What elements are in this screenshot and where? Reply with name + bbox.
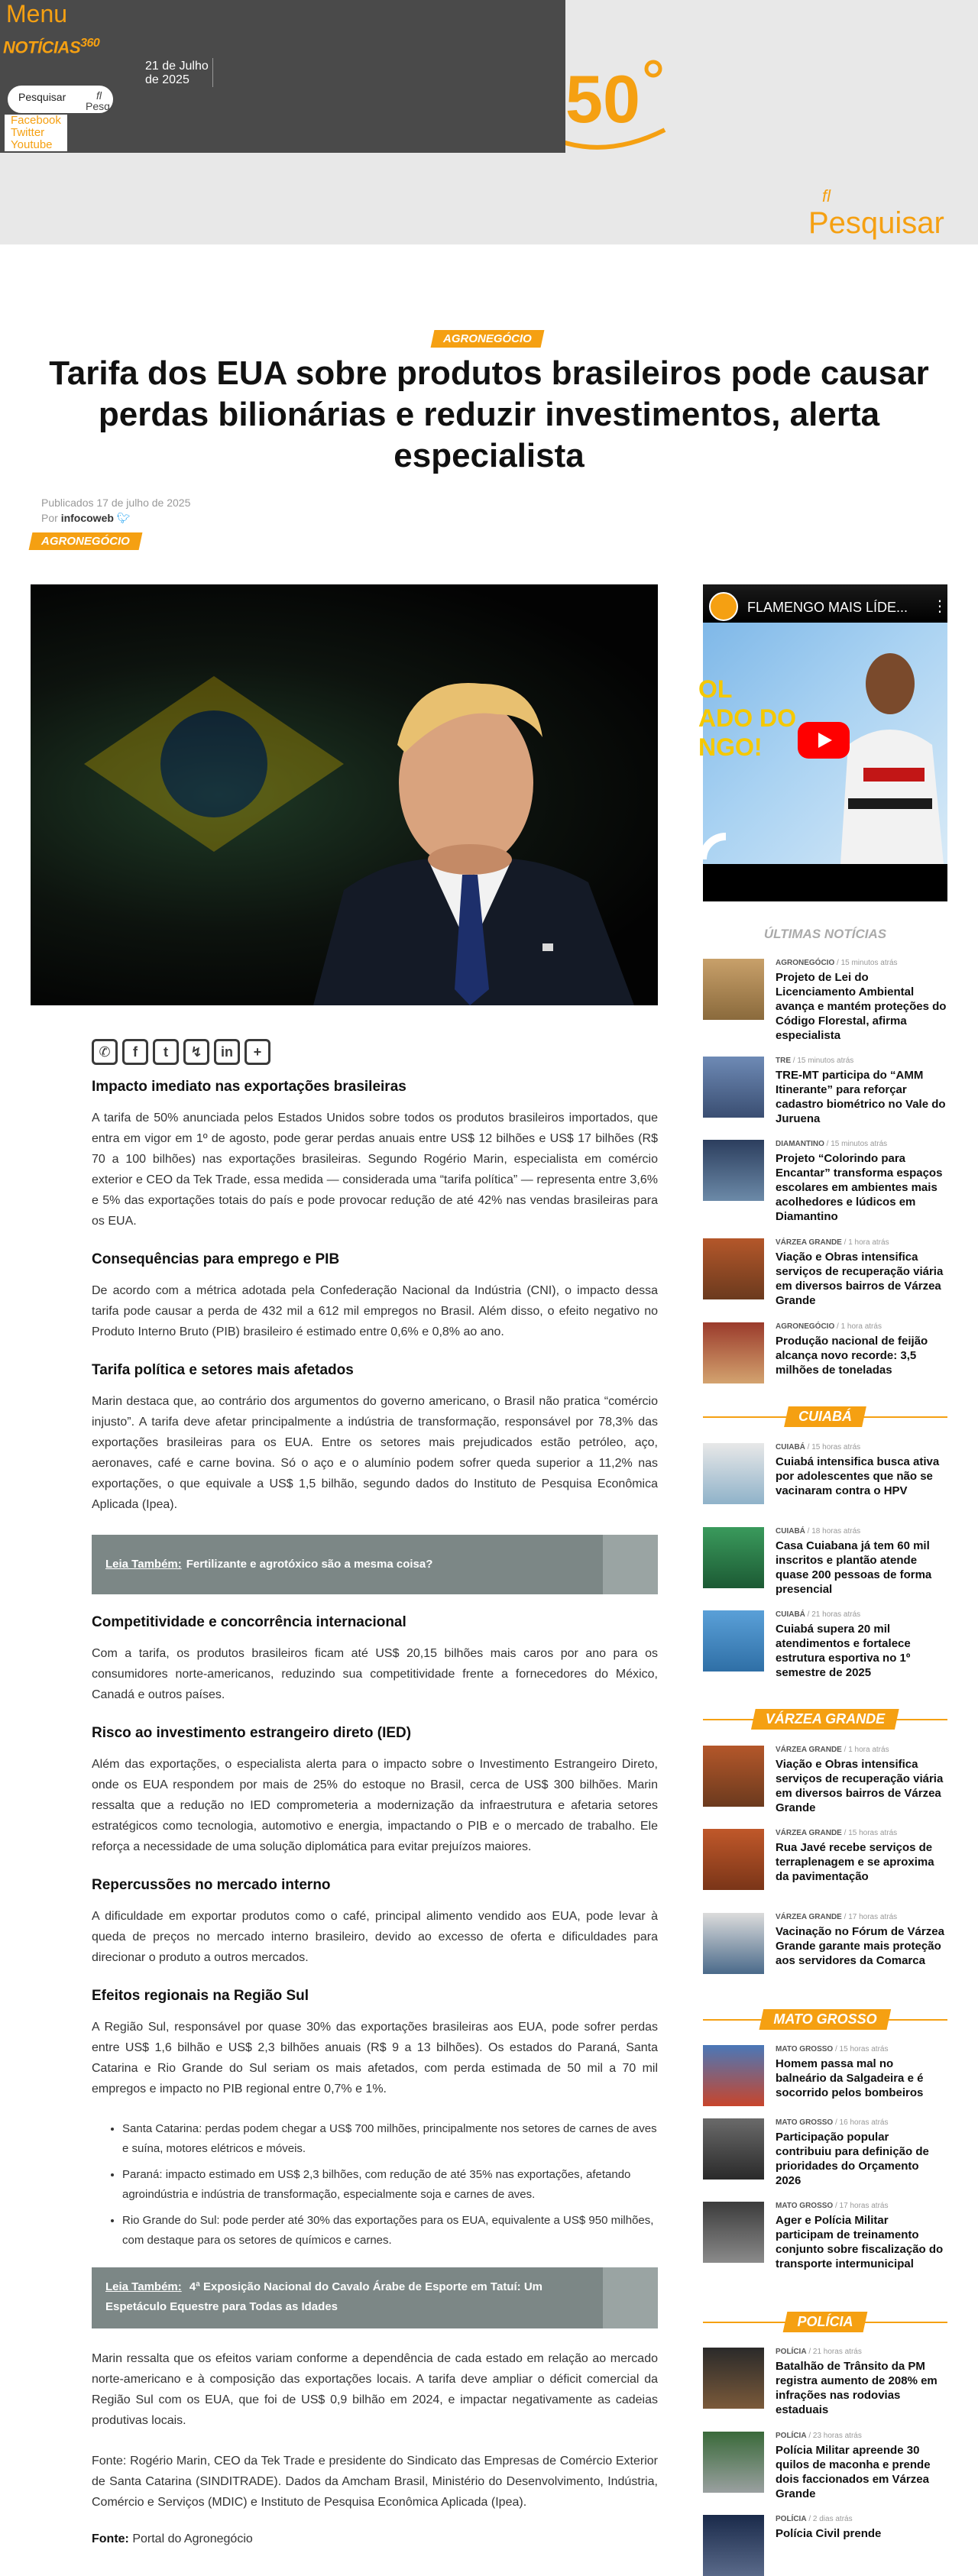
news-category[interactable]: MATO GROSSO — [776, 2202, 834, 2210]
news-category[interactable]: VÁRZEA GRANDE — [776, 1746, 842, 1754]
news-meta: VÁRZEA GRANDE / 15 horas atrás — [776, 1829, 898, 1837]
news-meta: DIAMANTINO / 15 minutos atrás — [776, 1140, 888, 1148]
news-thumbnail[interactable] — [703, 1443, 764, 1504]
news-time: 15 horas atrás — [839, 2045, 889, 2053]
youtube-link[interactable]: Youtube — [8, 139, 56, 151]
news-meta: POLÍCIA / 21 horas atrás — [776, 2348, 862, 2356]
linkedin-icon[interactable]: in — [214, 1039, 240, 1065]
related-title: Fertilizante e agrotóxico são a mesma coisa? — [186, 1558, 433, 1571]
news-meta: POLÍCIA / 23 horas atrás — [776, 2432, 862, 2440]
news-time: 2 dias atrás — [812, 2515, 853, 2523]
news-thumbnail[interactable] — [703, 2432, 764, 2493]
news-meta: MATO GROSSO / 17 horas atrás — [776, 2202, 889, 2210]
news-title[interactable]: Participação popular contribuiu para definição de prioridades do Orçamento 2026 — [776, 2131, 929, 2187]
news-thumbnail[interactable] — [703, 2515, 764, 2576]
more-options-icon[interactable]: ⋮ — [932, 598, 947, 615]
related-article-link[interactable] — [105, 2267, 589, 2327]
share-buttons — [92, 1039, 270, 1065]
news-category[interactable]: VÁRZEA GRANDE — [776, 1829, 842, 1837]
news-time: 17 horas atrás — [839, 2202, 889, 2210]
news-category[interactable]: DIAMANTINO — [776, 1140, 824, 1148]
overlay-line: NGO! — [698, 733, 763, 761]
author-prefix: Por — [41, 512, 58, 524]
section-header-mato-grosso — [703, 2009, 947, 2032]
news-meta: VÁRZEA GRANDE / 1 hora atrás — [776, 1238, 889, 1247]
news-title[interactable]: Ager e Polícia Militar participam de treinamento conjunto sobre fiscalização do transporte intermunicipal — [776, 2214, 944, 2270]
news-meta: MATO GROSSO / 15 horas atrás — [776, 2045, 889, 2053]
news-thumbnail[interactable] — [703, 1829, 764, 1890]
related-prefix: Leia Também: — [105, 2280, 182, 2293]
news-thumbnail[interactable] — [703, 1913, 764, 1974]
news-title[interactable]: TRE-MT participa do “AMM Itinerante” para reforçar cadastro biométrico no Vale do Juruena — [776, 1069, 946, 1125]
news-time: 21 horas atrás — [811, 1610, 861, 1619]
news-title[interactable]: Casa Cuiabana já tem 60 mil inscritos e plantão atende quase 200 pessoas de forma presencial — [776, 1539, 932, 1596]
news-time: 18 horas atrás — [811, 1527, 861, 1536]
video-embed[interactable] — [698, 584, 947, 901]
news-time: 15 horas atrás — [811, 1443, 861, 1451]
paragraph: Marin ressalta que os efeitos variam conforme a dependência de cada estado em relação ao mercado norte-americano e à composição das exportações locais. A tarifa deve ampliar o déficit comercial da Região Sul com os EUA, que foi de US$ 0,9 bilhão em 2024, e impactar negativamente as cadeias produtivas locais. — [92, 2352, 658, 2427]
article-title: Tarifa dos EUA sobre produtos brasileiros pode causar perdas bilionárias e reduzir investimentos, alerta especialista — [49, 354, 929, 474]
list-item: • Rio Grande do Sul: pode perder até 30% das exportações para os EUA, equivalente a US$ 950 milhões, com destaque para os setores de químicos e carnes. — [122, 2211, 658, 2251]
section-label: POLÍCIA — [797, 2314, 853, 2329]
paragraph: Fonte: Rogério Marin, CEO da Tek Trade e presidente do Sindicato das Empresas de Comércio Exterior de Santa Catarina (SINDITRADE). Dados da Amcham Brasil, Ministério do Desenvolvimento, Indústria, Comércio e Serviços (MDIC) e Instituto de Pesquisa Econômica Aplicada (Ipea). — [92, 2455, 658, 2509]
facebook-link[interactable]: Facebook — [8, 115, 64, 127]
header-date — [145, 60, 209, 87]
menu-panel — [0, 0, 565, 153]
category-label: AGRONEGÓCIO — [41, 535, 130, 548]
news-title[interactable]: Produção nacional de feijão alcança novo recorde: 3,5 milhões de toneladas — [776, 1335, 928, 1377]
related-title: 4ª Exposição Nacional do Cavalo Árabe de Esporte em Tatuí: Um Espetáculo Equestre para Todas as Idades — [105, 2280, 542, 2313]
category-label: AGRONEGÓCIO — [443, 332, 532, 345]
play-icon[interactable] — [798, 722, 850, 759]
news-meta: AGRONEGÓCIO / 1 hora atrás — [776, 1322, 882, 1331]
whatsapp-icon[interactable]: ✆ — [92, 1039, 118, 1065]
list-item: • Paraná: impacto estimado em US$ 2,3 bilhões, com redução de até 35% nas exportações, afetando agroindústria e indústria de transformação, especialmente soja e carnes de aves. — [122, 2165, 658, 2205]
news-thumbnail[interactable] — [703, 1238, 764, 1299]
section-heading: Competitividade e concorrência internacional — [92, 1614, 406, 1630]
related-arrow-area[interactable] — [603, 2267, 658, 2328]
related-arrow-area[interactable] — [603, 1535, 658, 1594]
news-meta: CUIABÁ / 18 horas atrás — [776, 1527, 861, 1536]
news-category[interactable]: CUIABÁ — [776, 1527, 805, 1536]
news-title[interactable]: Rua Javé recebe serviços de terraplenagem e se aproxima da pavimentação — [776, 1841, 934, 1883]
news-category[interactable]: MATO GROSSO — [776, 2118, 834, 2127]
news-time: 17 horas atrás — [848, 1913, 898, 1921]
facebook-icon[interactable]: f — [122, 1039, 148, 1065]
source-label: Fonte: — [92, 2532, 129, 2545]
overlay-line: OL — [698, 675, 733, 703]
news-time: 16 horas atrás — [839, 2118, 889, 2127]
date-line-1: 21 de Julho — [145, 60, 209, 73]
news-time: 15 minutos atrás — [797, 1057, 854, 1065]
news-title[interactable]: Vacinação no Fórum de Várzea Grande garante mais proteção aos servidores da Comarca — [776, 1925, 944, 1967]
date-line-2: de 2025 — [145, 73, 189, 86]
news-title[interactable]: Projeto “Colorindo para Encantar” transforma espaços escolares em ambientes mais acolhedores e lúdicos em Diamantino — [776, 1152, 943, 1223]
section-label: MATO GROSSO — [773, 2011, 877, 2027]
news-meta: MATO GROSSO / 16 horas atrás — [776, 2118, 889, 2127]
related-article-box[interactable] — [92, 1535, 658, 1594]
news-meta: VÁRZEA GRANDE / 1 hora atrás — [776, 1746, 889, 1754]
twitter-link[interactable]: Twitter — [8, 127, 47, 139]
category-badge[interactable] — [431, 330, 545, 348]
news-thumbnail[interactable] — [703, 1322, 764, 1383]
paragraph: Além das exportações, o especialista alerta para o impacto sobre o Investimento Estrangeiro Direto, onde os EUA respondem por mais de 25% do estoque no Brasil, cerca de US$ 300 bilhões. Marin ressalta que a redução no IED comprometeria a modernização da infraestrutura e afetaria setores estratégicos como tecnologia, automotivo e energia, impactando o PIB e o mercado de trabalho. Ele reforça a necessidade de uma solução diplomática para evitar prejuízos maiores. — [92, 1758, 658, 1853]
section-badge[interactable] — [751, 1709, 899, 1730]
channel-avatar[interactable] — [709, 592, 738, 621]
search-icon[interactable]: fl — [822, 186, 831, 205]
section-heading: Repercussões no mercado interno — [92, 1877, 331, 1893]
related-article-link[interactable] — [105, 1535, 589, 1594]
search-icon[interactable]: fl — [96, 89, 102, 102]
news-title[interactable]: Homem passa mal no balneário da Salgadeira e é socorrido pelos bombeiros — [776, 2057, 924, 2099]
news-category[interactable]: CUIABÁ — [776, 1610, 805, 1619]
news-time: 21 horas atrás — [812, 2348, 862, 2356]
news-thumbnail[interactable] — [703, 1527, 764, 1588]
news-thumbnail[interactable] — [703, 1746, 764, 1807]
news-thumbnail[interactable] — [703, 959, 764, 1020]
news-meta: POLÍCIA / 2 dias atrás — [776, 2515, 853, 2523]
overlay-line: ADO DO — [698, 704, 796, 732]
news-time: 1 hora atrás — [848, 1238, 889, 1247]
news-thumbnail[interactable] — [703, 2202, 764, 2263]
video-title[interactable]: FLAMENGO MAIS LÍDE... — [747, 600, 908, 615]
source-value: Portal do Agronegócio — [132, 2532, 253, 2545]
news-meta: TRE / 15 minutos atrás — [776, 1057, 854, 1065]
section-heading: Risco ao investimento estrangeiro direto (IED) — [92, 1725, 412, 1741]
paragraph: A Região Sul, responsável por quase 30% das exportações brasileiras aos EUA, pode sofrer perdas entre US$ 1,6 bilhão e US$ 2,3 bilhões anuais (R$ 9 a 13 bilhões). Os estados do Paraná, Santa Catarina e Rio Grande do Sul seriam os mais afetados, com perda estimada de 50 mil a 70 mil empregos e impacto no PIB regional entre 0,7% e 1%. — [92, 2021, 658, 2095]
paragraph: A dificuldade em exportar produtos como o café, principal alimento vendido aos EUA, pode levar à queda de preços no mercado interno brasileiro, devido ao excesso de oferta e dificuldades para direcionar o produto a outros mercados. — [92, 1910, 658, 1964]
news-time: 1 hora atrás — [848, 1746, 889, 1754]
section-label: CUIABÁ — [798, 1409, 852, 1424]
news-thumbnail[interactable] — [703, 2118, 764, 2180]
news-time: 15 minutos atrás — [831, 1140, 888, 1148]
twitter-icon[interactable]: t — [153, 1039, 179, 1065]
bullet-list — [122, 2119, 658, 2251]
video-title-bar — [703, 584, 947, 623]
list-item: • Santa Catarina: perdas podem chegar a US$ 700 milhões, principalmente nos setores de carnes de aves e suína, motores elétricos e móveis. — [122, 2119, 658, 2159]
news-meta: AGRONEGÓCIO / 15 minutos atrás — [776, 959, 898, 967]
news-title[interactable]: Cuiabá supera 20 mil atendimentos e fortalece estrutura esportiva no 1º semestre de 2025 — [776, 1623, 911, 1679]
section-header-varzea-grande — [703, 1709, 947, 1732]
latest-news-heading: ÚLTIMAS NOTÍCIAS — [763, 927, 887, 941]
related-prefix: Leia Também: — [105, 1558, 182, 1571]
news-category[interactable]: POLÍCIA — [776, 2515, 807, 2523]
section-header-cuiaba — [703, 1406, 947, 1429]
site-logo[interactable] — [3, 37, 99, 57]
news-title[interactable]: Polícia Civil prende — [776, 2527, 882, 2540]
news-thumbnail[interactable] — [703, 1140, 764, 1201]
svg-text:50: 50 — [565, 61, 640, 137]
news-category[interactable]: CUIABÁ — [776, 1443, 805, 1451]
section-heading: Efeitos regionais na Região Sul — [92, 1988, 309, 2004]
paragraph: Com a tarifa, os produtos brasileiros ficam até US$ 20,15 bilhões mais caros por ano para os consumidores norte-americanos, reduzindo sua competitividade frente a fornecedores do México, Canadá e outros países. — [92, 1647, 658, 1701]
source-line — [92, 2532, 658, 2546]
author-name[interactable]: infocoweb — [60, 512, 114, 524]
hero-image — [31, 584, 658, 1005]
news-category[interactable]: AGRONEGÓCIO — [776, 959, 835, 967]
search-input[interactable]: Pesquisar — [18, 91, 66, 103]
category-badge-secondary[interactable] — [29, 532, 143, 550]
related-article-box[interactable] — [92, 2267, 658, 2328]
twitter-icon[interactable]: 🐦︎ — [116, 512, 131, 524]
logo-number: 360 — [80, 37, 100, 50]
overlay-arc — [703, 817, 734, 863]
news-meta: CUIABÁ / 15 horas atrás — [776, 1443, 861, 1451]
news-meta: VÁRZEA GRANDE / 17 horas atrás — [776, 1913, 898, 1921]
search-toggle-label[interactable]: Pesquisar — [808, 206, 944, 240]
news-meta: CUIABÁ / 21 horas atrás — [776, 1610, 861, 1619]
section-badge[interactable] — [759, 2009, 891, 2030]
section-heading: Impacto imediato nas exportações brasileiras — [92, 1079, 406, 1095]
menu-button[interactable]: Menu — [6, 0, 68, 28]
news-thumbnail[interactable] — [703, 1610, 764, 1671]
news-category[interactable]: AGRONEGÓCIO — [776, 1322, 835, 1331]
news-category[interactable]: VÁRZEA GRANDE — [776, 1238, 842, 1247]
news-thumbnail[interactable] — [703, 2045, 764, 2106]
news-thumbnail[interactable] — [703, 2348, 764, 2409]
logo-text: NOTÍCIAS — [3, 37, 81, 57]
section-heading: Tarifa política e setores mais afetados — [92, 1362, 354, 1378]
news-time: 15 minutos atrás — [840, 959, 898, 967]
article-body — [92, 1079, 658, 2546]
search-submit-button[interactable]: Pesq — [86, 100, 110, 112]
news-title[interactable]: Viação e Obras intensifica serviços de recuperação viária em diversos bairros de Várzea Grande — [776, 1251, 944, 1307]
section-badge[interactable] — [783, 2312, 868, 2332]
news-category[interactable]: VÁRZEA GRANDE — [776, 1913, 842, 1921]
news-title[interactable]: Batalhão de Trânsito da PM registra aumento de 208% em infrações nas rodovias estaduais — [776, 2360, 938, 2416]
header-divider — [212, 58, 213, 87]
news-title[interactable]: Viação e Obras intensifica serviços de recuperação viária em diversos bairros de Várzea Grande — [776, 1758, 944, 1814]
news-time: 23 horas atrás — [812, 2432, 862, 2440]
search-form — [8, 86, 113, 113]
news-thumbnail[interactable] — [703, 1057, 764, 1118]
paragraph: Marin destaca que, ao contrário dos argumentos do governo americano, o Brasil não pratica “comércio injusto”. A tarifa deve afetar principalmente a indústria de transformação, responsável por 78,3% das exportações brasileiras para os EUA. Entre os setores mais prejudicados estão petróleo, aço, aeronaves, café e carne bovina. Só o aço e o alumínio podem sofrer queda superior a 11,2% nas exportações, o que equivale a US$ 1,5 bilhão, segundo dados do Instituto de Pesquisa Econômica Aplicada (Ipea). — [92, 1395, 658, 1511]
social-links — [5, 115, 67, 151]
paragraph: De acordo com a métrica adotada pela Confederação Nacional da Indústria (CNI), o impacto dessa tarifa pode causar a perda de 432 mil a 612 mil empregos no Brasil. Além disso, o efeito negativo no Produto Interno Bruto (PIB) brasileiro é estimado entre 0,6% e 0,8% ao ano. — [92, 1284, 658, 1338]
news-title[interactable]: Projeto de Lei do Licenciamento Ambiental avança e mantém proteções do Código Florestal, afirma especialista — [776, 971, 947, 1042]
author-line — [41, 512, 131, 525]
published-date: Publicados 17 de julho de 2025 — [41, 497, 191, 509]
news-time: 15 horas atrás — [848, 1829, 898, 1837]
section-header-policia — [703, 2312, 947, 2335]
news-title[interactable]: Polícia Militar apreende 30 quilos de maconha e prende dois faccionados em Várzea Grande — [776, 2444, 931, 2500]
news-category[interactable]: POLÍCIA — [776, 2432, 807, 2440]
section-label: VÁRZEA GRANDE — [765, 1711, 886, 1727]
news-category[interactable]: POLÍCIA — [776, 2348, 807, 2356]
paragraph: A tarifa de 50% anunciada pelos Estados Unidos sobre todos os produtos brasileiros importados, que entra em vigor em 1º de agosto, pode gerar perdas anuais entre US$ 12 bilhões e US$ 17 bilhões (R$ 70 a 100 bilhões) nas exportações brasileiras. Segundo Rogério Marin, especialista em comércio exterior e CEO da Tek Trade, essa medida — considerada uma “tarifa política” — representa entre 3,6% e 5% das exportações totais do país e pode provocar redução de até 42% nas vendas brasileiras para os EUA. — [92, 1112, 658, 1228]
news-title[interactable]: Cuiabá intensifica busca ativa por adolescentes que não se vacinaram contra o HPV — [776, 1455, 940, 1497]
section-badge[interactable] — [784, 1406, 866, 1427]
news-category[interactable]: TRE — [776, 1057, 791, 1065]
news-category[interactable]: MATO GROSSO — [776, 2045, 834, 2053]
share-plus-icon[interactable]: + — [244, 1039, 270, 1065]
messenger-icon[interactable]: ↯ — [183, 1039, 209, 1065]
video-overlay-text — [698, 675, 796, 762]
section-heading: Consequências para emprego e PIB — [92, 1251, 340, 1267]
news-time: 1 hora atrás — [840, 1322, 882, 1331]
person-portrait — [283, 630, 658, 1005]
